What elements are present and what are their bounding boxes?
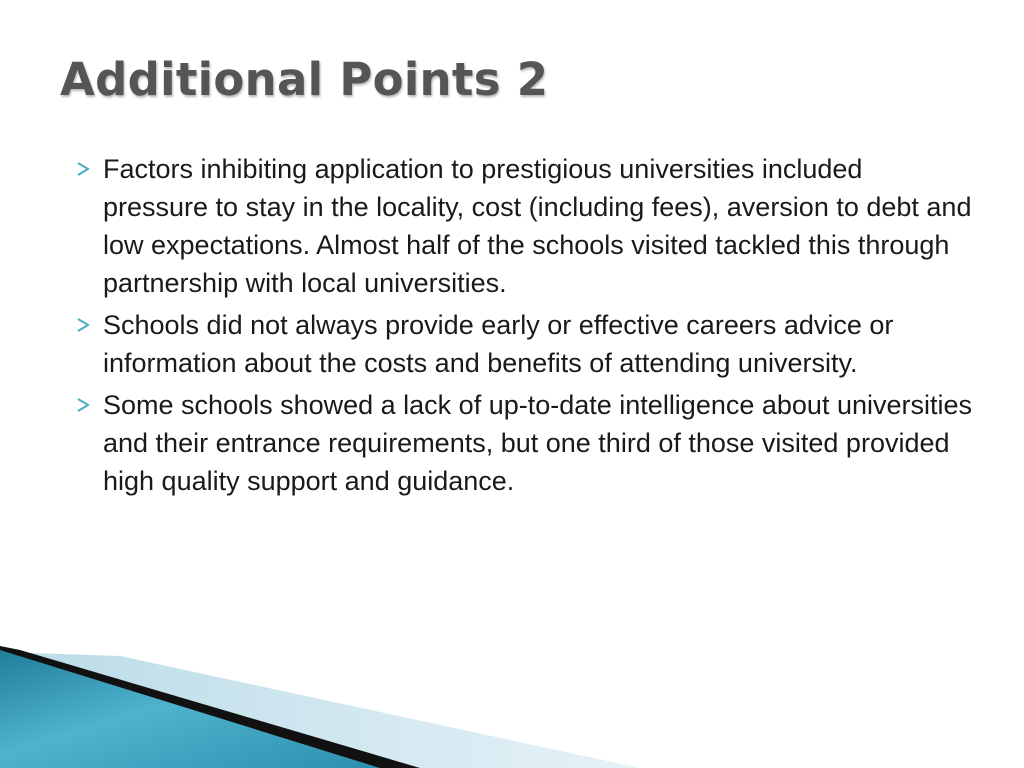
bullet-list bbox=[74, 150, 974, 504]
bullet-text: Factors inhibiting application to prestigious universities included pressure to stay in the locality, cost (including fees), aversion to debt and low expectations. Almost half of the schools visited tackled this through partnership with local universities. bbox=[103, 154, 972, 298]
arrow-bullet-icon bbox=[77, 162, 89, 176]
bullet-text: Some schools showed a lack of up-to-date intelligence about universities and their entrance requirements, but one third of those visited provided high quality support and guidance. bbox=[103, 390, 972, 496]
bullet-item bbox=[74, 150, 974, 302]
slide-title: Additional Points 2 bbox=[60, 53, 549, 106]
arrow-bullet-icon bbox=[77, 398, 89, 412]
bullet-item bbox=[74, 386, 974, 500]
bullet-text: Schools did not always provide early or effective careers advice or information about the costs and benefits of attending university. bbox=[103, 310, 894, 378]
arrow-bullet-icon bbox=[77, 318, 89, 332]
bullet-item bbox=[74, 306, 974, 382]
corner-decoration bbox=[0, 638, 1024, 768]
